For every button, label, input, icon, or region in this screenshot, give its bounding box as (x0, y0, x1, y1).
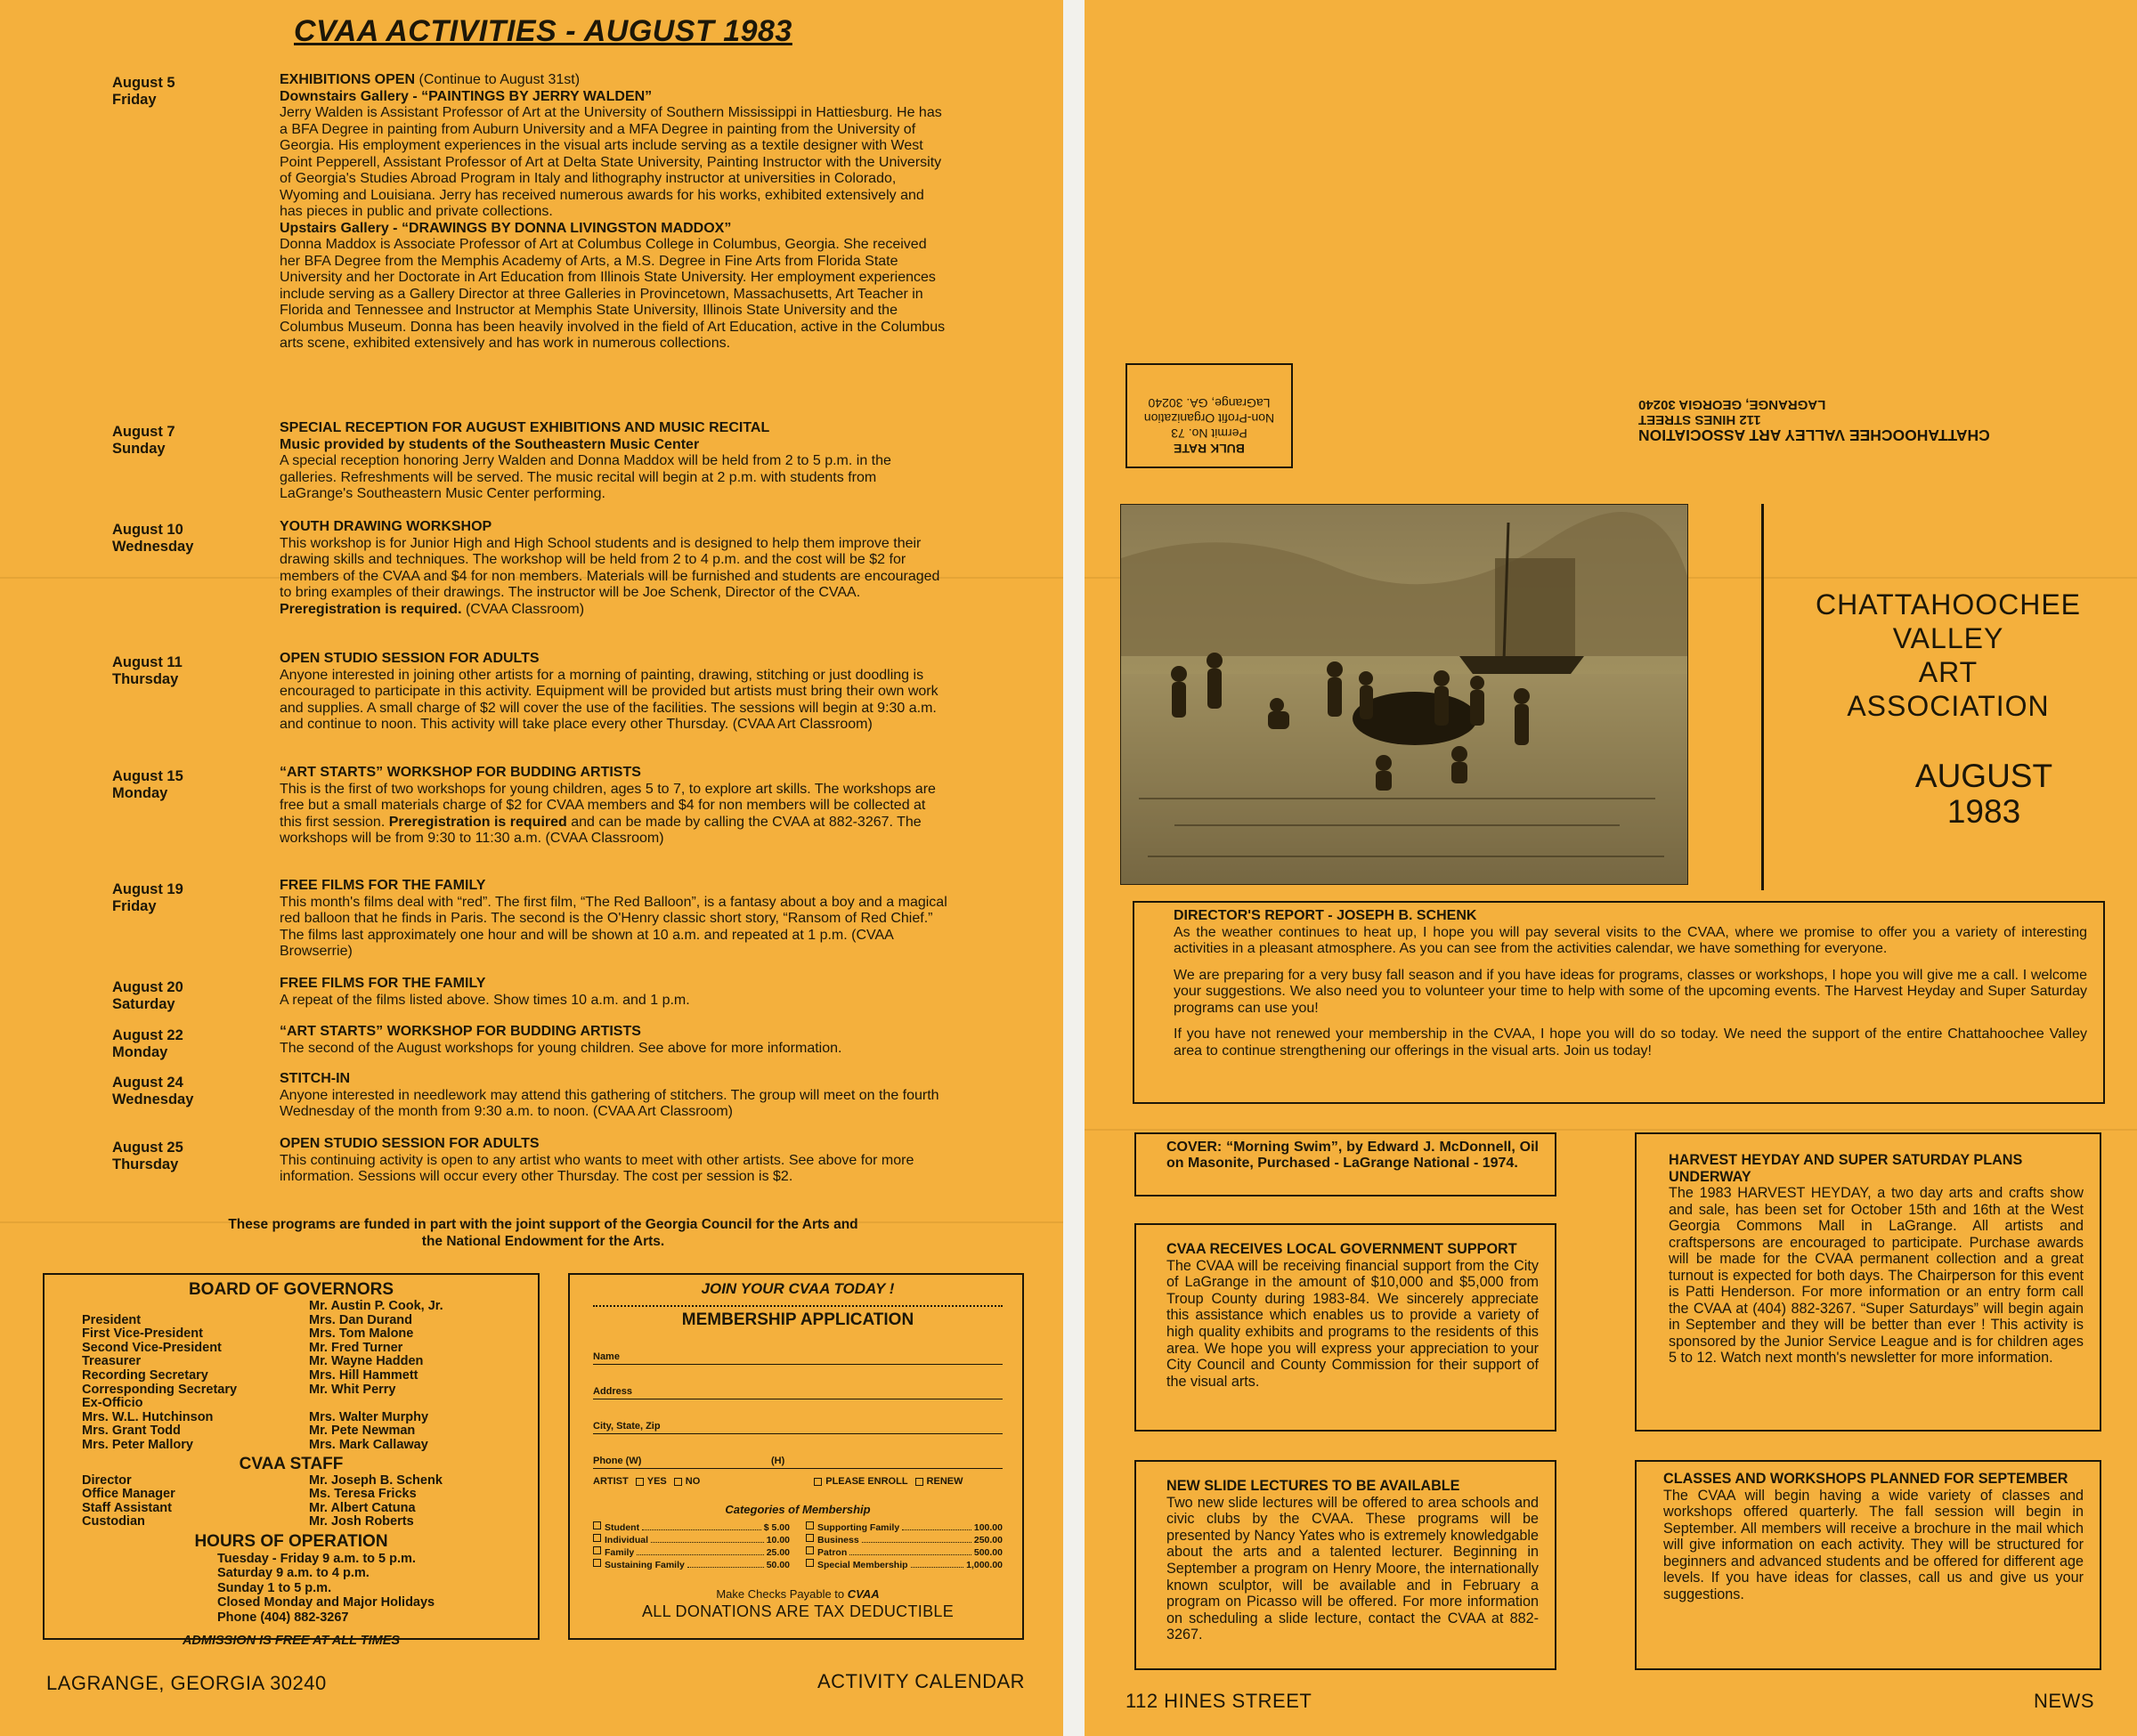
article-classes-workshops (1635, 1460, 2101, 1670)
officer-row: Second Vice-President Mr. Fred Turner (82, 1340, 403, 1355)
event-date: August 24 Wednesday (112, 1075, 194, 1107)
event-entry: “ART STARTS” WORKSHOP FOR BUDDING ARTISTS This is the first of two workshops for young children, ages 5 to 7, to explore art skills. The workshops are free but a small materials charge of $2 for CVAA members and $4 for non members will be collected at this first session. Preregistration is required and can be made by calling the CVAA at 882-3267. The workshops will be from 9:30 to 11:30 a.m. (CVAA Classroom) (280, 765, 936, 846)
event-entry: FREE FILMS FOR THE FAMILY A repeat of the films listed above. Show times 10 a.m. and 1 p.m. (280, 976, 690, 1008)
newsletter-page (1085, 0, 2137, 1736)
officer-row: Office Manager Ms. Teresa Fricks (82, 1487, 417, 1502)
artist-yes-checkbox[interactable]: YES (636, 1476, 667, 1487)
cover-painting-image (1120, 504, 1688, 885)
checks-payable: Make Checks Payable to CVAA (716, 1587, 880, 1601)
renew-checkbox[interactable]: RENEW (915, 1476, 963, 1487)
article-harvest-heyday (1635, 1132, 2101, 1432)
event-date: August 25 Thursday (112, 1140, 183, 1172)
category-checkbox[interactable] (806, 1521, 814, 1529)
activity-calendar-page (0, 0, 1063, 1736)
board-title: BOARD OF GOVERNORS (188, 1280, 394, 1299)
staff-title: CVAA STAFF (239, 1454, 344, 1473)
officer-row: Director Mr. Joseph B. Schenk (82, 1472, 443, 1488)
membership-category-option[interactable]: Sustaining Family 50.00 (593, 1559, 790, 1571)
staff-list (82, 1474, 529, 1529)
cover-caption: COVER: “Morning Swim”, by Edward J. McDonnell, Oil on Masonite, Purchased - LaGrange National - 1974. (1134, 1132, 1556, 1197)
officer-row: Staff Assistant Mr. Albert Catuna (82, 1500, 416, 1515)
category-checkbox[interactable] (806, 1559, 814, 1567)
article-body: Two new slide lectures will be offered to area schools and civic clubs by the CVAA. These programs will be presented by Nancy Yates who is extremely knowledgable about the arts and a talented lecturer. Beginning in September a program on Henry Moore, the internationally known sculptor, will be available and in February a program on Picasso will be offered. For more information on scheduling a slide lecture, contact the CVAA at 882-3267. (1166, 1494, 1539, 1643)
category-checkbox[interactable] (593, 1559, 601, 1567)
tax-note: ALL DONATIONS ARE TAX DEDUCTIBLE (641, 1602, 955, 1620)
membership-category-option[interactable]: Special Membership 1,000.00 (806, 1559, 1003, 1571)
membership-category-option[interactable]: Business 250.00 (806, 1534, 1003, 1546)
categories-title: Categories of Membership (725, 1503, 871, 1516)
officer-row: Mrs. W.L. Hutchinson Mrs. Walter Murphy (82, 1409, 429, 1424)
event-date: August 7 Sunday (112, 424, 175, 457)
event-date: August 5 Friday (112, 75, 175, 108)
hours-line: Sunday 1 to 5 p.m. (217, 1580, 332, 1595)
categories-list (593, 1521, 1003, 1571)
category-checkbox[interactable] (593, 1534, 601, 1542)
membership-category-option[interactable]: Individual 10.00 (593, 1534, 790, 1546)
event-date: August 15 Monday (112, 768, 183, 801)
admission-note: ADMISSION IS FREE AT ALL TIMES (182, 1634, 401, 1649)
membership-application-form (568, 1273, 1024, 1640)
article-heading: CVAA RECEIVES LOCAL GOVERNMENT SUPPORT (1166, 1241, 1517, 1257)
event-entry: FREE FILMS FOR THE FAMILY This month's films deal with “red”. The first film, “The Red Balloon”, is a fantasy about a boy and a magical red balloon that he finds in Paris. The second is the O'Henry classic short story, “Ransom of Red Chief.” The films last approximately one hour and will be shown at 10 a.m. and repeated at 1 p.m. (CVAA Browserrie) (280, 878, 947, 959)
directors-report-paragraph: We are preparing for a very busy fall season and if you have ideas for programs, classes or workshops, I hope you will give me a call. I welcome your suggestions. We also need you to volunteer your time to help with some of the upcoming events. The Harvest Heyday and Super Saturday programs can use you! (1174, 967, 2087, 1016)
hours-line: Tuesday - Friday 9 a.m. to 5 p.m. (217, 1551, 416, 1566)
name-field[interactable]: Name (593, 1344, 1003, 1365)
event-date: August 10 Wednesday (112, 522, 194, 555)
article-heading: HARVEST HEYDAY AND SUPER SATURDAY PLANS UNDERWAY (1669, 1152, 2023, 1185)
cover-painting-illustration (1121, 505, 1687, 884)
membership-category-option[interactable]: Patron 500.00 (806, 1546, 1003, 1559)
directors-report-paragraph: If you have not renewed your membership in the CVAA, I hope you will do so today. We need the support of the entire Chattahoochee Valley area to continue strengthening our offerings in the visual arts. Join us today! (1174, 1026, 2087, 1059)
page-title: CVAA ACTIVITIES - AUGUST 1983 (294, 14, 792, 48)
event-entry: SPECIAL RECEPTION FOR AUGUST EXHIBITIONS AND MUSIC RECITAL Music provided by students of the Southeastern Music Center A special reception honoring Jerry Walden and Donna Maddox will be held from 2 to 5 p.m. in the galleries. Refreshments will be served. The music recital will begin at 2 p.m. with students from LaGrange's Southeastern Music Center performing. (280, 420, 891, 501)
membership-category-option[interactable]: Family 25.00 (593, 1546, 790, 1559)
issue-date: AUGUST 1983 (1914, 758, 2053, 830)
article-body: The CVAA will be receiving financial support from the City of LaGrange in the amount of $10,000 and $5,000 from Troup County during 1983-84. We sincerely appreciate this assistance which enables us to provide a variety of high quality exhibits and programs to the residents of this area. We hope you will express your appreciation to your City Council and County Commission for their support of the visual arts. (1166, 1257, 1539, 1390)
event-date: August 19 Friday (112, 881, 183, 914)
join-heading: JOIN YOUR CVAA TODAY ! (701, 1280, 895, 1297)
city-state-zip-field[interactable]: City, State, Zip (593, 1414, 1003, 1434)
board-list (82, 1300, 529, 1453)
event-date: August 20 Saturday (112, 979, 183, 1012)
article-heading: NEW SLIDE LECTURES TO BE AVAILABLE (1166, 1478, 1460, 1494)
event-date: August 11 Thursday (112, 654, 183, 687)
category-checkbox[interactable] (806, 1534, 814, 1542)
officer-row: Mr. Austin P. Cook, Jr. (309, 1299, 443, 1313)
artist-no-checkbox[interactable]: NO (674, 1476, 701, 1487)
officer-row: First Vice-President Mrs. Tom Malone (82, 1326, 414, 1342)
directors-report-paragraph: As the weather continues to heat up, I hope you will pay several visits to the CVAA, where we promise to offer you a variety of interesting activities in a pleasant atmosphere. As you can see from the activities calendar, we have something for everyone. (1174, 924, 2087, 956)
article-slide-lectures (1134, 1460, 1556, 1670)
masthead-title: CHATTAHOOCHEE VALLEY ART ASSOCIATION (1815, 588, 2082, 722)
membership-title: MEMBERSHIP APPLICATION (681, 1310, 914, 1329)
bulk-rate-permit: BULK RATE Permit No. 73 Non-Profit Organization LaGrange, GA. 30240 (1125, 363, 1293, 468)
board-of-governors-box (43, 1273, 540, 1649)
article-government-support (1134, 1223, 1556, 1432)
return-address: CHATTAHOOCHEE VALLEY ART ASSOCIATION 112 HINES STREET LAGRANGE, GEORGIA 30240 (1638, 397, 1990, 444)
funding-note: These programs are funded in part with the joint support of the Georgia Council for the Arts and the National Endowment for the Arts. (228, 1217, 858, 1249)
footer-label: NEWS (2034, 1690, 2094, 1712)
category-checkbox[interactable] (593, 1521, 601, 1529)
hours-list (82, 1552, 529, 1626)
category-checkbox[interactable] (593, 1546, 601, 1554)
article-heading: CLASSES AND WORKSHOPS PLANNED FOR SEPTEMBER (1663, 1471, 2068, 1487)
officer-row: Recording Secretary Mrs. Hill Hammett (82, 1367, 418, 1383)
hours-title: HOURS OF OPERATION (194, 1531, 388, 1551)
footer-label: ACTIVITY CALENDAR (817, 1670, 1026, 1692)
address-field[interactable]: Address (593, 1379, 1003, 1399)
officer-row: Corresponding Secretary Mr. Whit Perry (82, 1382, 396, 1397)
event-date: August 22 Monday (112, 1027, 183, 1060)
officer-row: President Mrs. Dan Durand (82, 1312, 413, 1327)
category-checkbox[interactable] (806, 1546, 814, 1554)
officer-row: Treasurer Mr. Wayne Hadden (82, 1354, 424, 1369)
article-body: The 1983 HARVEST HEYDAY, a two day arts and crafts show and sale, has been set for October 15th and 16th at the West Georgia Commons Mall in LaGrange. All artists and craftspersons are encouraged to participate. Purchase awards will be made for the CVAA permanent collection and a great turnout is expected for both days. The Chairperson for this event is Patti Henderson. For more information or an entry form call the CVAA at (404) 882-3267. “Super Saturdays” will begin again in September and they will be better than ever ! This activity is sponsored by the Junior Service League and is for children ages 5 to 12. Watch next month's newsletter for more information. (1669, 1185, 2084, 1366)
footer-address: LAGRANGE, GEORGIA 30240 (46, 1672, 327, 1694)
event-entry: YOUTH DRAWING WORKSHOP This workshop is for Junior High and High School students and is designed to help them improve their drawing skills and techniques. The workshop will be held from 2 to 4 p.m. and the cost will be $2 for members of the CVAA and $4 for non members. Materials will be furnished and students are encouraged to bring examples of their drawings. The instructor will be Joe Schenk, Director of the CVAA. Preregistration is required. (CVAA Classroom) (280, 519, 940, 617)
event-entry: OPEN STUDIO SESSION FOR ADULTS Anyone interested in joining other artists for a morning of painting, drawing, stitching or just doodling is encouraged to participate in this activity. Equipment will be provided but artists must bring their own work and supplies. A small charge of $2 will cover the use of the facilities. The sessions will begin at 9:30 a.m. and continue to noon. This activity will take place every other Thursday. (CVAA Art Classroom) (280, 651, 938, 732)
hours-line: Saturday 9 a.m. to 4 p.m. (217, 1566, 370, 1581)
directors-report (1133, 901, 2105, 1104)
officer-row: Mrs. Grant Todd Mr. Pete Newman (82, 1424, 416, 1439)
officer-row: Mrs. Peter Mallory Mrs. Mark Callaway (82, 1437, 428, 1452)
footer-address: 112 HINES STREET (1125, 1690, 1312, 1712)
hours-line: Closed Monday and Major Holidays (217, 1595, 435, 1610)
article-body: The CVAA will begin having a wide variety of classes and workshops offered quarterly. The fall session will begin in September. All members will receive a brochure in the mail which will give information on each activity. They will be structured for beginners and advanced students and be offered for different age levels. If you have ideas for classes, call us and give us your suggestions. (1663, 1487, 2084, 1602)
officer-row: Ex-Officio (82, 1396, 143, 1411)
phone-field[interactable]: Phone (W) (H) (593, 1448, 1003, 1469)
event-entry: EXHIBITIONS OPEN (Continue to August 31st) Downstairs Gallery - “PAINTINGS BY JERRY WALDEN” Jerry Walden is Assistant Professor of Art at the University of Southern Mississippi in Hattiesburg. He has a BFA Degree in painting from Auburn University and a MFA Degree in painting from the University of Georgia. His employment experiences in the visual arts include serving as a textile designer with West Point Pepperell, Assistant Professor of Art at Delta State University, Painting Instructor with the University of Georgia's Studies Abroad Program in Italy and lithography instructor at universities in Colorado, Wyoming and Louisiana. Jerry has received numerous awards for his works, exhibited extensively and has pieces in public and private collections. Upstairs Gallery - “DRAWINGS BY DONNA LIVINGSTON MADDOX” Donna Maddox is Associate Professor of Art at Columbus College in Columbus, Georgia. She received her BFA Degree from the Memphis Academy of Arts, a M.S. Degree in Fine Arts from Florida State University and her Doctorate in Art Education from Illinois State University. Her employment experiences include serving as a Gallery Director at three Galleries in Provincetown, Massachusetts, Art Teacher in Florida and Tennessee and Instructor at Memphis State University, Illinois State University and the Columbus Museum. Donna has been heavily involved in the field of Art Education, active in the Columbus arts scene, exhibited extensively and has work in numerous collections. (280, 72, 946, 351)
please-enroll-checkbox[interactable]: PLEASE ENROLL (814, 1476, 907, 1487)
membership-category-option[interactable]: Supporting Family 100.00 (806, 1521, 1003, 1534)
membership-category-option[interactable]: Student $ 5.00 (593, 1521, 790, 1534)
fold-line (1085, 1129, 2137, 1131)
event-entry: “ART STARTS” WORKSHOP FOR BUDDING ARTISTS The second of the August workshops for young children. See above for more information. (280, 1024, 842, 1056)
event-entry: OPEN STUDIO SESSION FOR ADULTS This continuing activity is open to any artist who wants to meet with other artists. See above for more information. Sessions will occur every other Thursday. The cost per session is $2. (280, 1136, 914, 1184)
officer-row: Custodian Mr. Josh Roberts (82, 1514, 414, 1529)
masthead-divider (1761, 504, 1764, 890)
enroll-options: ARTIST YES NO PLEASE ENROLL RENEW (593, 1476, 963, 1487)
directors-report-heading: DIRECTOR'S REPORT - JOSEPH B. SCHENK (1174, 908, 1477, 923)
event-entry: STITCH-IN Anyone interested in needlework may attend this gathering of stitchers. The group will meet on the fourth Wednesday of the month from 9:30 a.m. to noon. (CVAA Art Classroom) (280, 1071, 939, 1119)
hours-line: Phone (404) 882-3267 (217, 1610, 349, 1625)
